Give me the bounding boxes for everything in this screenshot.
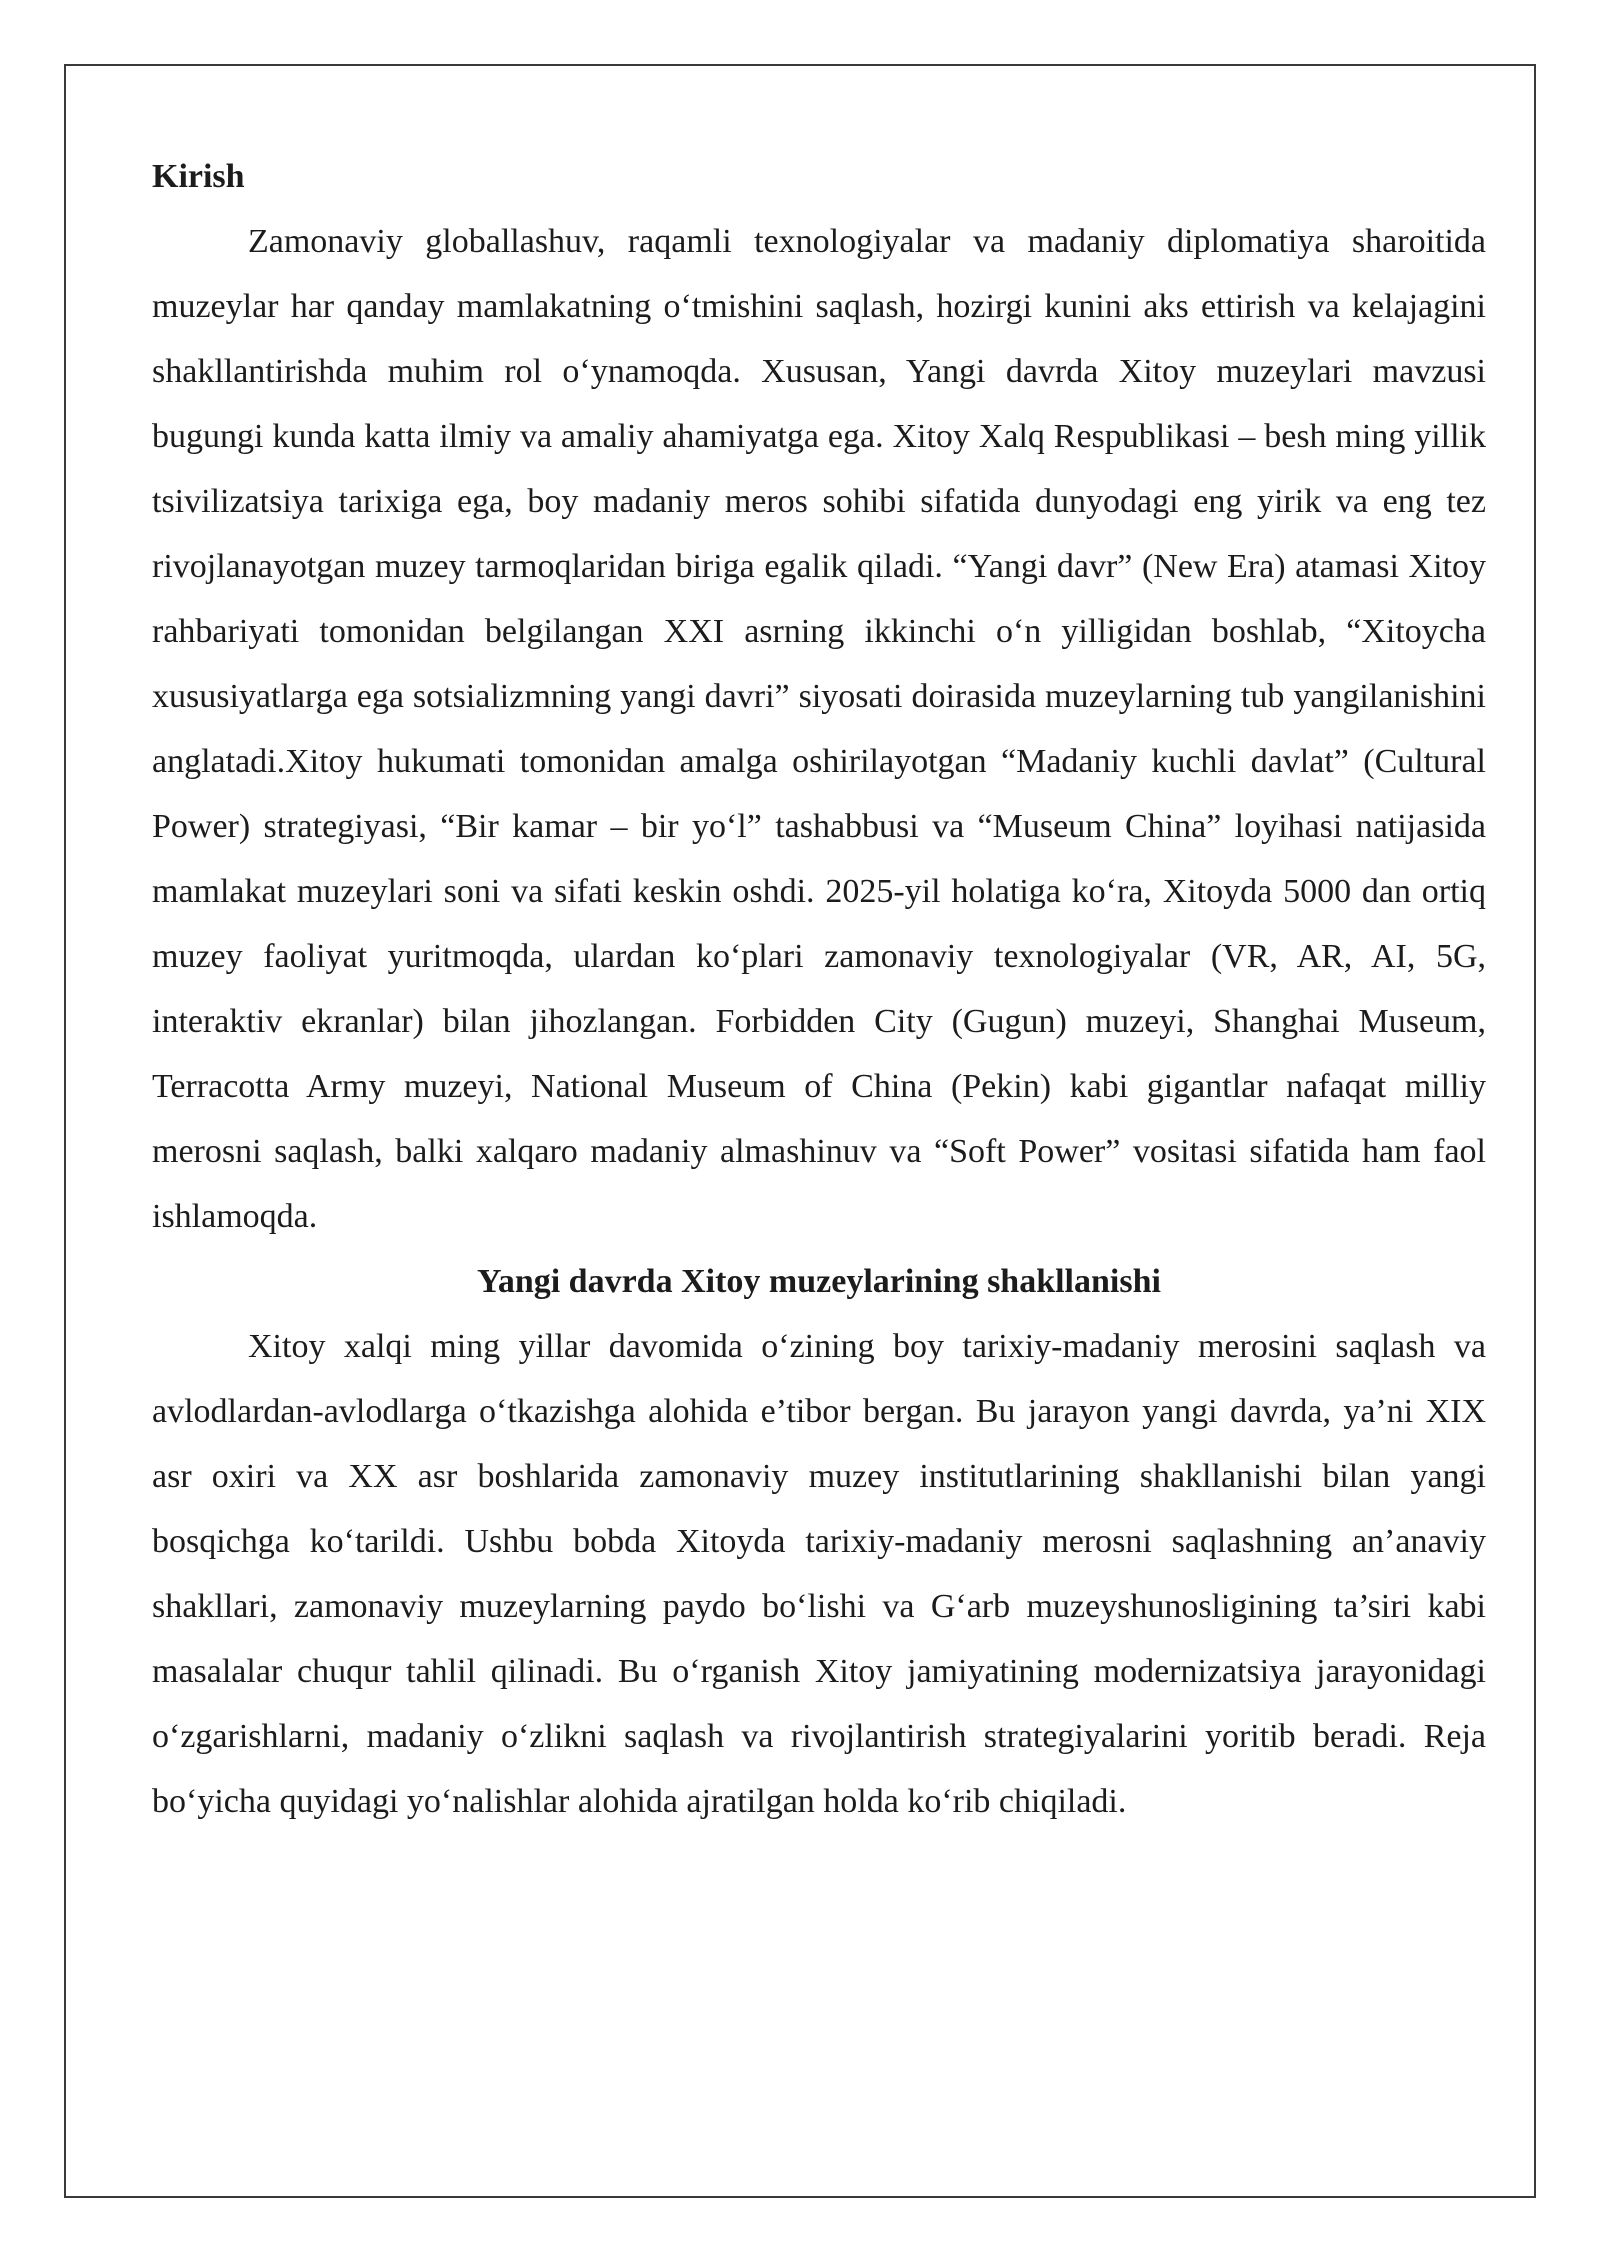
intro-paragraph: Zamonaviy globallashuv, raqamli texnologiyalar va madaniy diplomatiya sharoitida muzeylar har qanday mamlakatning oʻtmishini saqlash, hozirgi kunini aks ettirish va kelajagini shakllantirishda muhim rol oʻynamoqda. Xususan, Yangi davrda Xitoy muzeylari mavzusi bugungi kunda katta ilmiy va amaliy ahamiyatga ega. Xitoy Xalq Respublikasi – besh ming yillik tsivilizatsiya tarixiga ega, boy madaniy meros sohibi sifatida dunyodagi eng yirik va eng tez rivojlanayotgan muzey tarmoqlaridan biriga egalik qiladi. “Yangi davr” (New Era) atamasi Xitoy rahbariyati tomonidan belgilangan XXI asrning ikkinchi oʻn yilligidan boshlab, “Xitoycha xususiyatlarga ega sotsializmning yangi davri” siyosati doirasida muzeylarning tub yangilanishini anglatadi.Xitoy hukumati tomonidan amalga oshirilayotgan “Madaniy kuchli davlat” (Cultural Power) strategiyasi, “Bir kamar – bir yoʻl” tashabbusi va “Museum China” loyihasi natijasida mamlakat muzeylari soni va sifati keskin oshdi. 2025-yil holatiga koʻra, Xitoyda 5000 dan ortiq muzey faoliyat yuritmoqda, ulardan koʻplari zamonaviy texnologiyalar (VR, AR, AI, 5G, interaktiv ekranlar) bilan jihozlangan. Forbidden City (Gugun) muzeyi, Shanghai Museum, Terracotta Army muzeyi, National Museum of China (Pekin) kabi gigantlar nafaqat milliy merosni saqlash, balki xalqaro madaniy almashinuv va “Soft Power” vositasi sifatida ham faol ishlamoqda. <box>152 223 1486 1235</box>
intro-heading: Kirish <box>152 158 245 195</box>
section-paragraph: Xitoy xalqi ming yillar davomida oʻzining boy tarixiy-madaniy merosini saqlash va avlodlardan-avlodlarga oʻtkazishga alohida e’tibor bergan. Bu jarayon yangi davrda, ya’ni XIX asr oxiri va XX asr boshlarida zamonaviy muzey institutlarining shakllanishi bilan yangi bosqichga koʻtarildi. Ushbu bobda Xitoyda tarixiy-madaniy merosni saqlashning an’anaviy shakllari, zamonaviy muzeylarning paydo boʻlishi va Gʻarb muzeyshunosligining ta’siri kabi masalalar chuqur tahlil qilinadi. Bu oʻrganish Xitoy jamiyatining modernizatsiya jarayonidagi oʻzgarishlarni, madaniy oʻzlikni saqlash va rivojlantirish strategiyalarini yoritib beradi. Reja boʻyicha quyidagi yoʻnalishlar alohida ajratilgan holda koʻrib chiqiladi. <box>152 1328 1486 1820</box>
section-heading: Yangi davrda Xitoy muzeylarining shakllanishi <box>477 1263 1161 1300</box>
document-body <box>152 144 1486 1834</box>
